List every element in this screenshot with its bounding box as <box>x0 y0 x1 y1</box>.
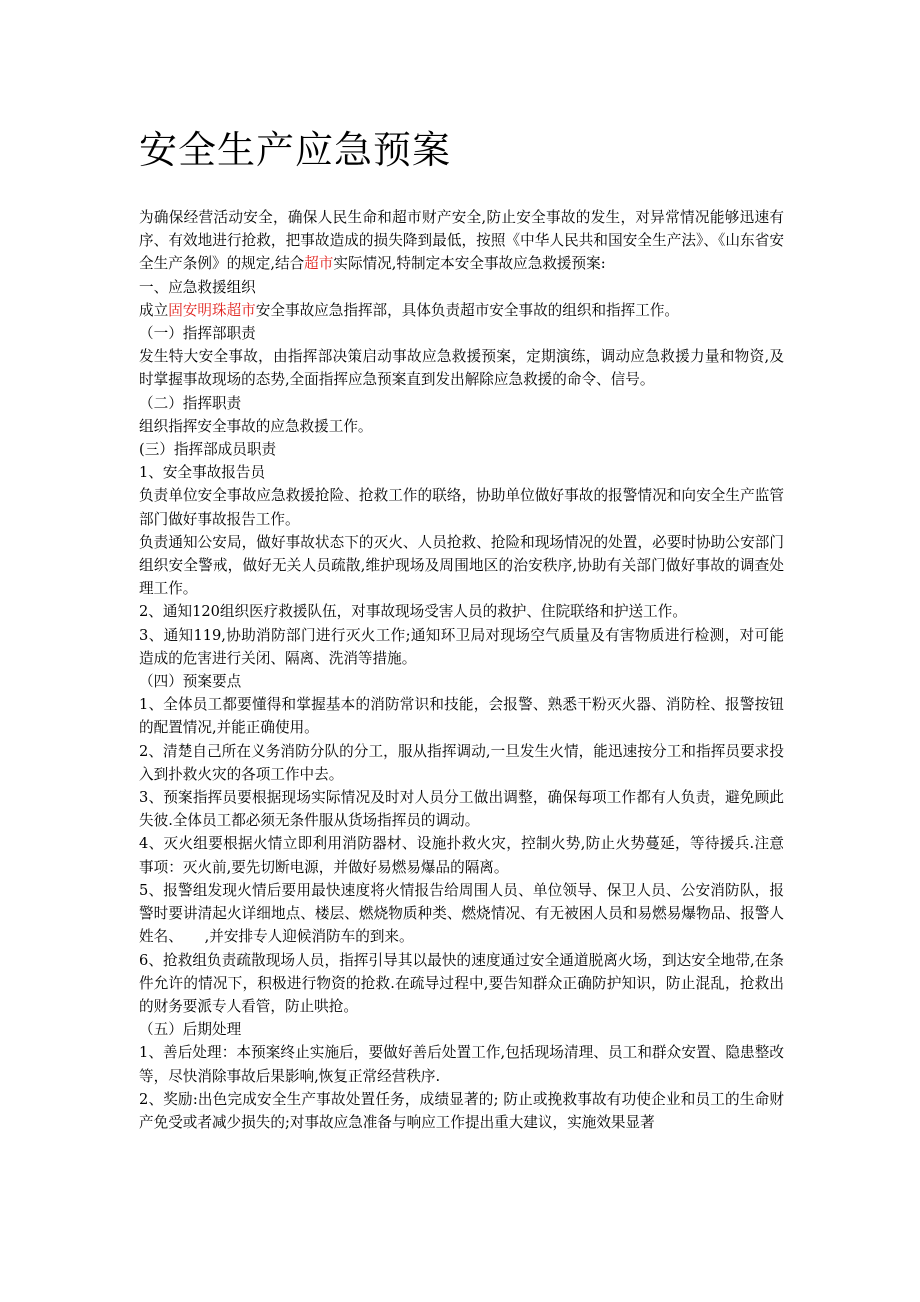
intro-text-2: 实际情况,特制定本安全事故应急救援预案: <box>333 255 606 273</box>
aftermath-item-2: 2、奖励:出色完成安全生产事故处置任务，成绩显著的; 防止或挽救事故有功使企业和员工的生命财产免受或者减少损失的;对事故应急准备与响应工作提出重大建议，实施效果显著 <box>139 1090 784 1131</box>
member-item-1-text-b: 负责通知公安局，做好事故状态下的灭火、人员抢救、抢险和现场情况的处置，必要时协助公安部门组织安全警戒，做好无关人员疏散,维护现场及周围地区的治安秩序,协助有关部门做好事故的调查处理工作。 <box>139 533 784 598</box>
section-heading-1: 一、应急救援组织 <box>139 278 256 296</box>
org-highlight: 固安明珠超市 <box>168 301 256 319</box>
subheading-3: (三）指挥部成员职责 <box>139 441 277 459</box>
key-point-4: 4、灭火组要根据火情立即利用消防器材、设施扑救火灾，控制火势,防止火势蔓延，等待援兵.注意事项：灭火前,要先切断电源，并做好易燃易爆品的隔离。 <box>139 835 784 876</box>
subheading-5: （五）后期处理 <box>139 1021 242 1039</box>
key-point-5: 5、报警组发现火情后要用最快速度将火情报告给周围人员、单位领导、保卫人员、公安消防队，报警时要讲清起火详细地点、楼层、燃烧物质种类、燃烧情况、有无被困人员和易燃易爆物品、报警人姓名、 ,并安排专人迎候消防车的到来。 <box>139 881 784 946</box>
member-item-1: 1、安全事故报告员 <box>139 464 266 482</box>
intro-highlight: 超市 <box>304 255 334 273</box>
key-point-1: 1、全体员工都要懂得和掌握基本的消防常识和技能，会报警、熟悉干粉灭火器、消防栓、报警按钮的配置情况,并能正确使用。 <box>139 696 784 737</box>
member-item-1-text-a: 负责单位安全事故应急救援抢险、抢救工作的联络，协助单位做好事故的报警情况和向安全生产监管部门做好事故报告工作。 <box>139 487 784 528</box>
paragraph-hq-duties: 发生特大安全事故，由指挥部决策启动事故应急救援预案，定期演练，调动应急救援力量和物资,及时掌握事故现场的态势,全面指挥应急预案直到发出解除应急救援的命令、信号。 <box>139 348 784 389</box>
org-paragraph <box>139 299 784 322</box>
document-body <box>139 206 784 1134</box>
key-point-2: 2、清楚自己所在义务消防分队的分工，服从指挥调动,一旦发生火情，能迅速按分工和指挥员要求投入到扑救火灾的各项工作中去。 <box>139 742 784 783</box>
paragraph-command-duties: 组织指挥安全事故的应急救援工作。 <box>139 417 373 435</box>
member-item-2: 2、通知120组织医疗救援队伍，对事故现场受害人员的救护、住院联络和护送工作。 <box>139 603 687 621</box>
aftermath-item-1: 1、善后处理：本预案终止实施后，要做好善后处置工作,包括现场清理、员工和群众安置、隐患整改等，尽快消除事故后果影响,恢复正常经营秩序. <box>139 1044 784 1085</box>
subheading-1: （一）指挥部职责 <box>139 325 256 343</box>
intro-text-1: 为确保经营活动安全，确保人民生命和超市财产安全,防止安全事故的发生，对异常情况能够迅速有序、有效地进行抢救，把事故造成的损失降到最低，按照《中华人民共和国安全生产法》、《山东省安全生产条例》的规定,结合 <box>139 209 784 273</box>
subheading-4: （四）预案要点 <box>139 673 242 691</box>
member-item-3: 3、通知119,协助消防部门进行灭火工作;通知环卫局对现场空气质量及有害物质进行检测，对可能造成的危害进行关闭、隔离、洗消等措施。 <box>139 626 784 667</box>
key-point-3: 3、预案指挥员要根据现场实际情况及时对人员分工做出调整，确保每项工作都有人负责，避免顾此失彼.全体员工都必须无条件服从货场指挥员的调动。 <box>139 789 784 830</box>
subheading-2: （二）指挥职责 <box>139 394 242 412</box>
org-text-post: 安全事故应急指挥部，具体负责超市安全事故的组织和指挥工作。 <box>255 301 680 319</box>
key-point-6: 6、抢救组负责疏散现场人员，指挥引导其以最快的速度通过安全通道脱离火场，到达安全地带,在条件允许的情况下，积极进行物资的抢救.在疏导过程中,要告知群众正确防护知识，防止混乱，抢救出的财务要派专人看管，防止哄抢。 <box>139 951 784 1015</box>
intro-paragraph <box>139 206 784 276</box>
document-title: 安全生产应急预案 <box>139 128 452 172</box>
org-text-pre: 成立 <box>139 301 169 319</box>
